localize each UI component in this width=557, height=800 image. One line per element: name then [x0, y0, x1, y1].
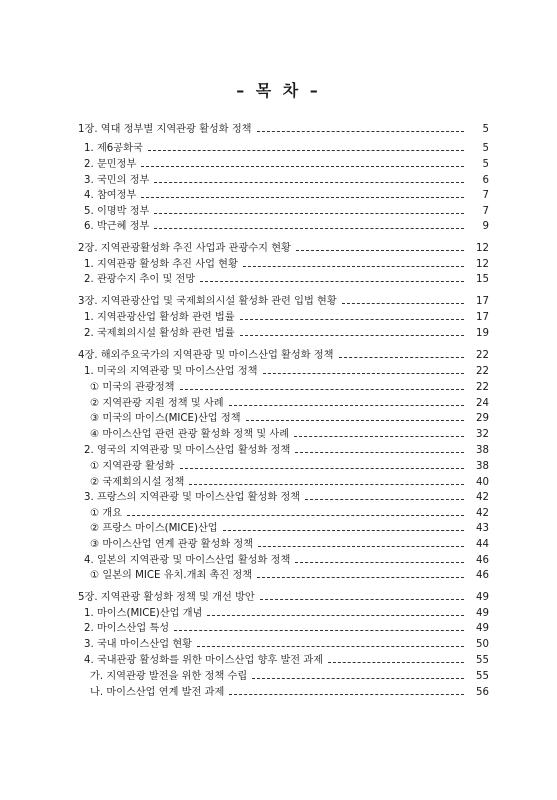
toc-entry-page: 6	[482, 175, 489, 186]
toc-entry	[90, 475, 489, 491]
toc-entry-label: 2. 마이스산업 특성	[84, 623, 170, 634]
toc-leader-dashes	[246, 420, 464, 421]
toc-entry-page: 38	[476, 461, 489, 472]
toc-entry	[84, 490, 489, 506]
toc-entry-page: 15	[476, 274, 489, 285]
toc-entry	[84, 553, 489, 569]
toc-entry	[84, 188, 489, 204]
toc-leader-dashes	[154, 213, 464, 214]
toc-leader-dashes	[240, 335, 464, 336]
toc-entry	[84, 310, 489, 326]
toc-leader-dashes	[229, 405, 464, 406]
toc-entry	[90, 396, 489, 412]
toc-leader-dashes	[180, 389, 465, 390]
toc-leader-dashes	[243, 266, 464, 267]
toc-entry-label: ② 프랑스 마이스(MICE)산업	[90, 523, 218, 534]
toc-entry-page: 17	[476, 296, 489, 307]
toc-entry-label: 2. 관광수지 추이 및 전망	[84, 274, 196, 285]
toc-leader-dashes	[141, 166, 464, 167]
toc-leader-dashes	[229, 694, 464, 695]
toc-leader-dashes	[339, 357, 465, 358]
toc-entry-page: 5	[482, 124, 489, 135]
toc-entry-label: 3. 프랑스의 지역관광 및 마이스산업 활성화 정책	[84, 492, 301, 503]
toc-entry-label: 4. 일본의 지역관광 및 마이스산업 활성화 정책	[84, 555, 291, 566]
toc-entry-page: 49	[476, 592, 489, 603]
toc-leader-dashes	[257, 131, 464, 132]
toc-entry-label: 2. 문민정부	[84, 159, 137, 170]
toc-entry	[90, 380, 489, 396]
toc-entry-label: 가. 지역관광 발전을 위한 정책 수립	[90, 671, 248, 682]
toc-entry-page: 44	[476, 539, 489, 550]
toc-leader-dashes	[197, 646, 464, 647]
toc-entry	[84, 219, 489, 235]
toc-entry	[90, 506, 489, 522]
toc-leader-dashes	[252, 678, 464, 679]
toc-entry-label: 3. 국내 마이스산업 현황	[84, 639, 193, 650]
toc-entry	[84, 157, 489, 173]
toc-leader-dashes	[154, 228, 464, 229]
toc-entry	[90, 521, 489, 537]
toc-leader-dashes	[240, 319, 464, 320]
toc-entry-label: 1장. 역대 정부별 지역관광 활성화 정책	[78, 124, 252, 135]
toc-entry-page: 42	[476, 508, 489, 519]
toc-entry-page: 49	[476, 608, 489, 619]
toc-entry-page: 46	[476, 570, 489, 581]
toc-entry-label: 1. 마이스(MICE)산업 개념	[84, 608, 203, 619]
toc-entry-label: ② 국제회의시설 정책	[90, 477, 185, 488]
toc-entry-page: 56	[476, 687, 489, 698]
toc-entry-label: 1. 지역관광 활성화 추진 사업 현황	[84, 259, 238, 270]
toc-entry	[84, 326, 489, 342]
toc-entry-label: 2. 국제회의시설 활성화 관련 법률	[84, 328, 235, 339]
toc-entry-label: 나. 마이스산업 연계 발전 과제	[90, 687, 225, 698]
toc-chapter	[78, 590, 489, 606]
toc-leader-dashes	[328, 662, 464, 663]
toc-leader-dashes	[295, 452, 464, 453]
toc-leader-dashes	[141, 197, 464, 198]
toc-entry-label: 3장. 지역관광산업 및 국제회의시설 활성화 관련 입법 현황	[78, 296, 337, 307]
toc-entry	[90, 537, 489, 553]
toc-entry	[90, 685, 489, 701]
toc-entry-page: 38	[476, 445, 489, 456]
page-title: – 목 차 –	[236, 81, 321, 100]
toc-entry-page: 24	[476, 398, 489, 409]
toc-entry-label: 5장. 지역관광 활성화 정책 및 개선 방안	[78, 592, 255, 603]
toc-entry-label: ④ 마이스산업 관련 관광 활성화 정책 및 사례	[90, 429, 290, 440]
toc-entry-page: 32	[476, 429, 489, 440]
toc-entry-label: 1. 지역관광산업 활성화 관련 법률	[84, 312, 235, 323]
toc-leader-dashes	[154, 182, 464, 183]
toc-entry-label: 4. 참여정부	[84, 190, 137, 201]
toc-entry-page: 22	[476, 382, 489, 393]
toc-entry-page: 55	[476, 671, 489, 682]
toc-entry	[84, 364, 489, 380]
toc-leader-dashes	[189, 484, 464, 485]
toc-entry-page: 55	[476, 655, 489, 666]
toc-entry-page: 46	[476, 555, 489, 566]
toc-entry	[84, 621, 489, 637]
toc-entry-label: 4장. 해외주요국가의 지역관광 및 마이스산업 활성화 정책	[78, 350, 334, 361]
toc-leader-dashes	[200, 281, 464, 282]
toc-entry-label: 5. 이명박 정부	[84, 206, 150, 217]
toc-entry	[84, 257, 489, 273]
toc-leader-dashes	[296, 250, 464, 251]
toc-leader-dashes	[174, 630, 464, 631]
toc-entry	[84, 637, 489, 653]
toc-entry	[84, 141, 489, 157]
toc-entry-page: 42	[476, 492, 489, 503]
toc-entry	[90, 427, 489, 443]
toc-entry-label: 4. 국내관광 활성화를 위한 마이스산업 향후 발전 과제	[84, 655, 324, 666]
toc-entry-page: 7	[482, 206, 489, 217]
toc-leader-dashes	[260, 599, 464, 600]
toc-entry-label: 2. 영국의 지역관광 및 마이스산업 활성화 정책	[84, 445, 291, 456]
toc-entry	[90, 669, 489, 685]
toc-leader-dashes	[263, 373, 464, 374]
toc-entry-page: 17	[476, 312, 489, 323]
toc-entry	[90, 568, 489, 584]
toc-entry-page: 22	[476, 366, 489, 377]
toc-leader-dashes	[127, 515, 464, 516]
toc-entry-label: ② 지역관광 지원 정책 및 사례	[90, 398, 224, 409]
toc-leader-dashes	[342, 303, 464, 304]
toc-entry-label: 1. 제6공화국	[84, 143, 143, 154]
toc-entry-page: 22	[476, 350, 489, 361]
toc-chapter	[78, 348, 489, 364]
toc-leader-dashes	[148, 150, 464, 151]
toc-entry-page: 9	[482, 221, 489, 232]
toc-leader-dashes	[223, 530, 464, 531]
toc-entry	[90, 459, 489, 475]
toc-entry-page: 19	[476, 328, 489, 339]
toc-leader-dashes	[180, 468, 465, 469]
toc-entry-page: 50	[476, 639, 489, 650]
toc-entry-label: 2장. 지역관광활성화 추진 사업과 관광수지 현황	[78, 243, 291, 254]
toc-leader-dashes	[257, 577, 464, 578]
toc-entry-page: 12	[476, 243, 489, 254]
toc-leader-dashes	[207, 615, 464, 616]
toc-entry-page: 49	[476, 623, 489, 634]
toc-entry-label: ① 미국의 관광정책	[90, 382, 175, 393]
toc-entry-label: ③ 마이스산업 연계 관광 활성화 정책	[90, 539, 254, 550]
toc-entry-page: 5	[482, 159, 489, 170]
toc-entry-label: ① 일본의 MICE 유치.개최 촉진 정책	[90, 570, 253, 581]
toc-entry	[84, 653, 489, 669]
toc-entry-label: ① 개요	[90, 508, 123, 519]
toc-entry	[84, 204, 489, 220]
toc-entry-label: ③ 미국의 마이스(MICE)산업 정책	[90, 413, 241, 424]
toc-chapter	[78, 241, 489, 257]
toc-entry-page: 5	[482, 143, 489, 154]
toc-entry-page: 29	[476, 413, 489, 424]
toc-leader-dashes	[294, 436, 464, 437]
toc-entry-label: 3. 국민의 정부	[84, 175, 150, 186]
toc-leader-dashes	[295, 562, 464, 563]
toc-entry	[84, 606, 489, 622]
toc-leader-dashes	[305, 499, 464, 500]
toc-entry-label: ① 지역관광 활성화	[90, 461, 175, 472]
toc-entry-label: 6. 박근혜 정부	[84, 221, 150, 232]
toc-entry	[84, 443, 489, 459]
toc-entry-label: 1. 미국의 지역관광 및 마이스산업 정책	[84, 366, 258, 377]
toc-entry	[84, 173, 489, 189]
toc-chapter	[78, 294, 489, 310]
toc-entry-page: 7	[482, 190, 489, 201]
toc-entry-page: 43	[476, 523, 489, 534]
toc-entry-page: 12	[476, 259, 489, 270]
toc-entry-page: 40	[476, 477, 489, 488]
toc-leader-dashes	[258, 546, 464, 547]
toc-entry	[90, 411, 489, 427]
toc-entry	[84, 272, 489, 288]
toc-chapter	[78, 122, 489, 138]
